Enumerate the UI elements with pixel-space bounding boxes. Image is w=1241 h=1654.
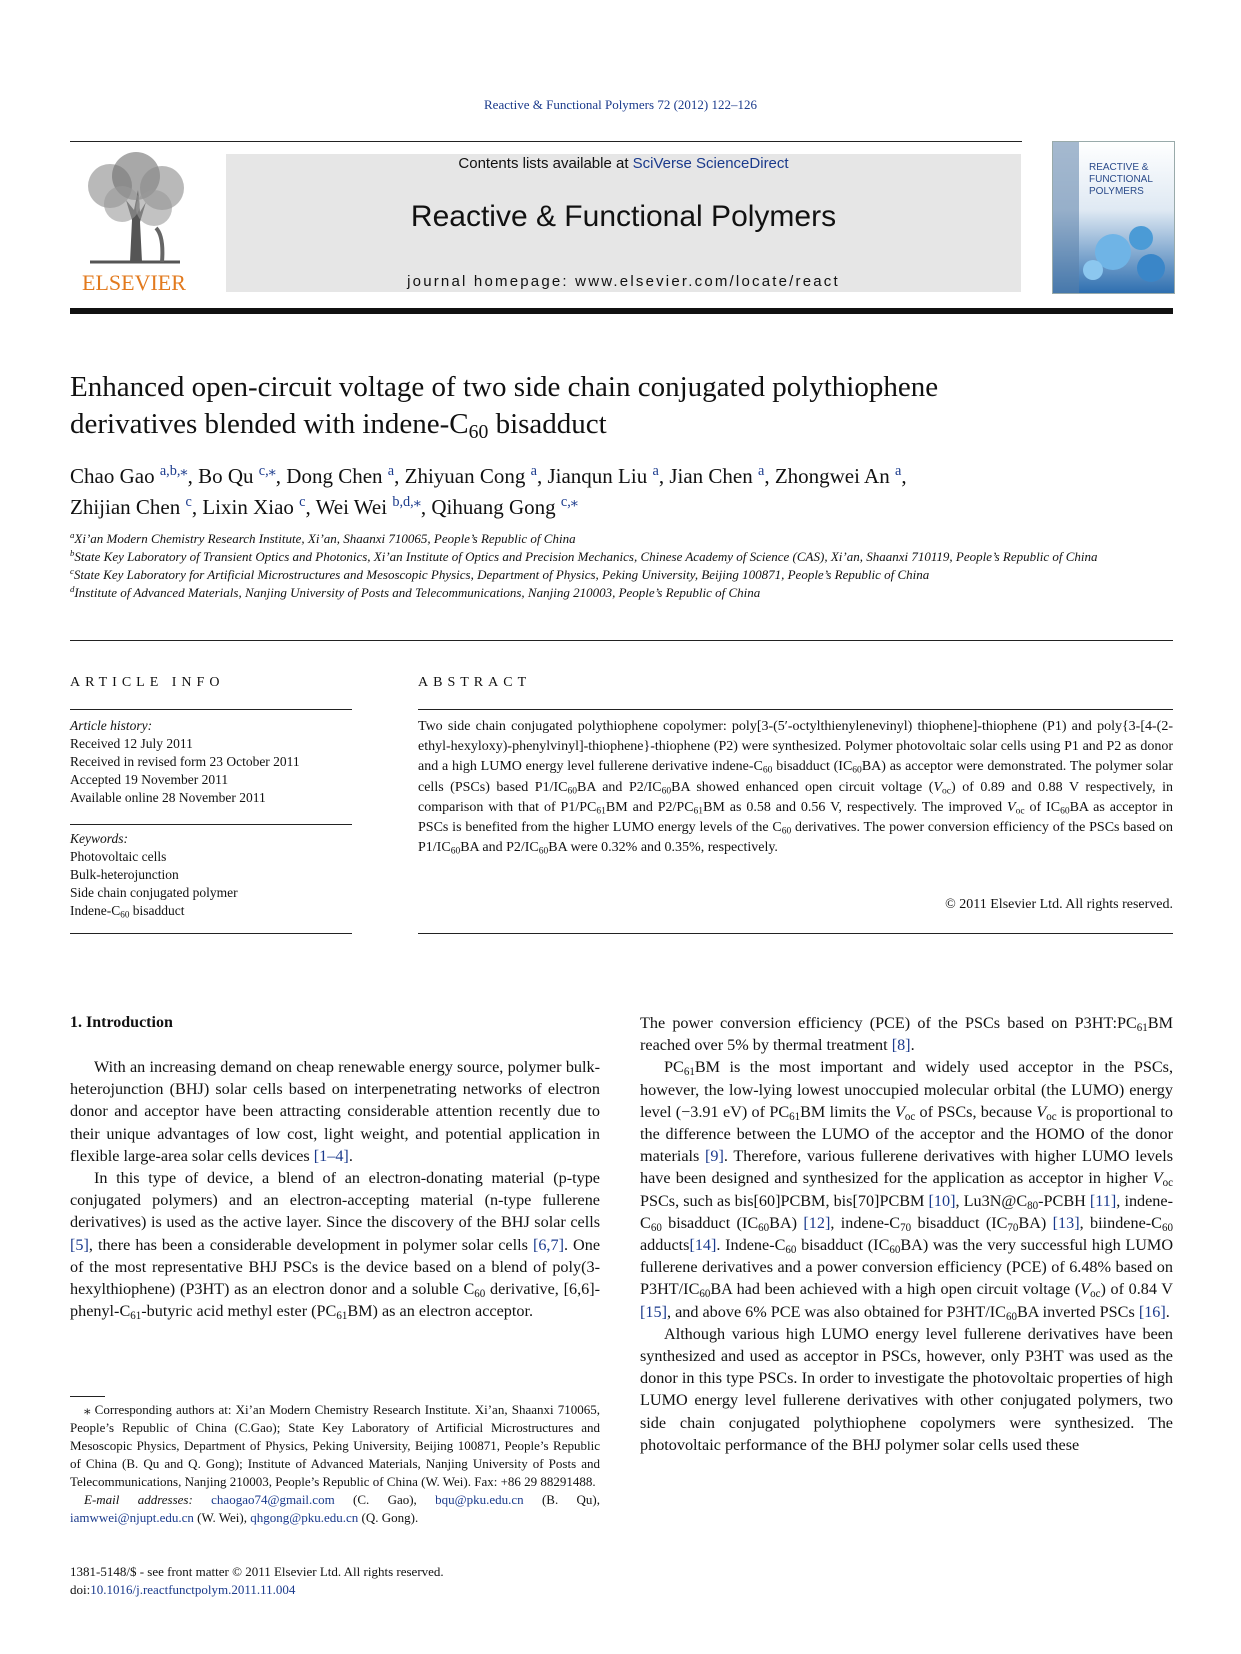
citation-link[interactable]: [11] [1089,1191,1117,1210]
corresponding-author-footnote: ⁎ Corresponding authors at: Xi’an Modern Chemistry Research Institute. Xi’an, Shaanxi 710065, People’s Republic of China (C.Gao); State Key Laboratory of Artificial Microstructures and Mesoscopic Physics, Department of Physics, Peking University, Beijing 100871, People’s Republic of China (B. Qu and Q. Gong); Institute of Advanced Materials, Nanjing University of Posts and Telecommunications, Nanjing 210003, People’s Republic of China (W. Wei). Fax: +86 29 88291488. E-mail addresses: chaogao74@gmail.com (C. Gao), bqu@pku.edu.cn (B. Qu), iamwwei@njupt.edu.cn (W. Wei), qhgong@pku.edu.cn (Q. Gong). [70,1402,601,1525]
affiliation-rule [70,640,1173,641]
keywords: Keywords: Photovoltaic cells Bulk-heterojunction Side chain conjugated polymer Indene-$C_{60}$ bisadduct [70,830,352,920]
article-info-rule [70,709,352,710]
journal-reference[interactable]: Reactive & Functional Polymers 72 (2012) 122–126 [484,97,757,112]
elsevier-tree-icon [70,150,198,296]
affiliation-b: $^b$State Key Laboratory of Transient Optics and Photonics, Xi’an Institute of Optics and Precision Mechanics, Chinese Academy of Science (CAS), Xi’an, Shaanxi 710119, People’s Republic of China [70,548,1098,564]
email-link[interactable]: chaogao74@gmail.com [211,1492,335,1507]
keywords-rule [70,824,352,825]
paper-title: Enhanced open-circuit voltage of two side chain conjugated polythiophene derivatives blended with indene-$C_{60}$ bisadduct [70,371,939,443]
citation-link[interactable]: [16] [1138,1302,1166,1321]
journal-cover [1052,141,1175,294]
author: Dong Chen $^a$, [286,463,405,488]
article-info-heading: ARTICLE INFO [70,675,225,690]
copyright: © 2011 Elsevier Ltd. All rights reserved. [945,897,1173,912]
author: Zhiyuan Cong $^a$, [404,463,548,488]
abstract-bottom-rule [418,933,1173,934]
elsevier-wordmark: ELSEVIER [82,270,186,295]
author: Wei Wei $^{b,d,⁎}$, [315,494,432,519]
keyword: Bulk-heterojunction [70,867,179,882]
footnote-rule [70,1396,105,1397]
affiliation-d: $^d$Institute of Advanced Materials, Nanjing University of Posts and Telecommunications, Nanjing 210003, People’s Republic of China [70,584,761,600]
citation-link[interactable]: [13] [1052,1213,1080,1232]
keyword: Photovoltaic cells [70,849,167,864]
citation-link[interactable]: [10] [928,1191,956,1210]
citation-link[interactable]: [14] [689,1236,717,1255]
issn-doi: 1381-5148/$ - see front matter © 2011 Elsevier Ltd. All rights reserved. doi:10.1016/j.reactfunctpolym.2011.11.004 [70,1564,444,1597]
header-rule [70,141,1022,142]
article-history: Article history: Received 12 July 2011 Received in revised form 23 October 2011 Accepted 19 November 2011 Available online 28 November 2011 [70,718,300,805]
keyword: Indene-$C_{60}$ bisadduct [70,903,185,920]
email-link[interactable]: qhgong@pku.edu.cn [250,1510,359,1525]
introduction-heading: 1. Introduction [70,1014,173,1031]
cover-title: REACTIVE & FUNCTIONAL POLYMERS [1089,162,1153,197]
author: Zhijian Chen $^c$, [70,494,203,519]
author: Zhongwei An $^a$, [774,463,907,488]
abstract-rule [418,709,1173,710]
author: Jianqun Liu $^a$, [547,463,670,488]
author-list [70,461,1173,523]
paragraph: With an increasing demand on cheap renewable energy source, polymer bulk-heterojunction (BHJ) solar cells based on interpenetrating networks of electron donor and acceptor have been attracting considerable attention recently due to their unique advantages of low cost, light weight, and potential application in flexible large-area solar cells devices [1–4]. [70,1058,600,1165]
paragraph: The power conversion efficiency (PCE) of the PSCs based on $P3HT:PC_{61}BM$ reached over 5% by thermal treatment [8]. [640,1014,1173,1055]
author: Chao Gao $^{a,b,⁎}$, [70,463,199,488]
citation-link[interactable]: [1–4] [313,1146,349,1165]
affiliation-a: $^a$Xi’an Modern Chemistry Research Institute, Xi’an, Shaanxi 710065, People’s Republic of China [70,530,576,546]
citation-link[interactable]: [15] [640,1302,667,1321]
body-left-column [70,1056,600,1322]
article-info-bottom-rule [70,933,352,934]
affiliation-c: $^c$State Key Laboratory for Artificial Microstructures and Mesoscopic Physics, Department of Physics, Peking University, Beijing 100871, People’s Republic of China [70,566,930,582]
journal-homepage: journal homepage: www.elsevier.com/locate/react [407,273,840,290]
contents-line: Contents lists available at SciVerse ScienceDirect [458,155,789,172]
paragraph: Although various high LUMO energy level fullerene derivatives have been synthesized and used as acceptor in PSCs, however, only P3HT was used as the donor in this type PSCs. In order to investigate the photovoltaic properties of high LUMO energy level fullerene derivatives with other conjugated polymers, two side chain conjugated polythiophene copolymers were synthesized. The photovoltaic performance of the BHJ polymer solar cells used these [640,1324,1173,1454]
citation-link[interactable]: [12] [803,1213,831,1232]
author: Lixin Xiao $^c$, [202,494,316,519]
affiliations [70,530,1173,602]
elsevier-logo [70,150,198,296]
doi-link[interactable]: 10.1016/j.reactfunctpolym.2011.11.004 [90,1582,296,1597]
email-link[interactable]: bqu@pku.edu.cn [435,1492,524,1507]
journal-title: Reactive & Functional Polymers [410,200,837,233]
citation-link[interactable]: [5] [70,1235,89,1254]
citation-link[interactable]: [8] [891,1036,911,1055]
body-right-column [640,1012,1173,1456]
header-thick-rule [70,308,1173,314]
citation-link[interactable]: [6,7] [532,1235,564,1254]
homepage-link[interactable]: www.elsevier.com/locate/react [575,273,840,290]
abstract-text: Two side chain conjugated polythiophene copolymer: poly[3-(5′-octylthienylenevinyl) thiophene]-thiophene (P1) and poly{3-[4-(2-ethyl-hexyloxy)-phenylvinyl]-thiophene}-thiophene (P2) were synthesized. Polymer photovoltaic solar cells using P1 and P2 as donor and a high LUMO energy level fullerene derivative indene-$C_{60}$ bisadduct $(IC_{60}BA)$ as acceptor were demonstrated. The polymer solar cells (PSCs) based $P1/IC_{60}BA$ and $P2/IC_{60}BA$ showed enhanced open circuit voltage $(V_{oc})$ of 0.89 and 0.88 V respectively, in comparison with that of $P1/PC_{61}BM$ and $P2/PC_{61}BM$ as 0.58 and 0.56 V, respectively. The improved $V_{oc}$ of $IC_{60}BA$ as acceptor in PSCs is benefited from the higher LUMO energy levels of the $C_{60}$ derivatives. The power conversion efficiency of the PSCs based on $P1/IC_{60}BA$ and $P2/IC_{60}BA$ were 0.32% and 0.35%, respectively. [418,719,1173,857]
paragraph: $PC_{61}BM$ is the most important and widely used acceptor in the PSCs, however, the low-lying lowest unoccupied molecular orbital (the LUMO) energy level (−3.91 eV) of $PC_{61}BM$ limits the $V_{oc}$ of PSCs, because $V_{oc}$ is proportional to the difference between the LUMO of the acceptor and the HOMO of the donor materials [9]. Therefore, various fullerene derivatives with higher LUMO levels have been designed and synthesized for the application as acceptor in higher $V_{oc}$ PSCs, such as bis[60]PCBM, bis[70]PCBM [10], $Lu3N@C_{80}$-PCBH [11], indene-$C_{60}$ bisadduct $(IC_{60}BA)$ [12], indene-$C_{70}$ bisadduct $(IC_{70}BA)$ [13], biindene-$C_{60}$ adducts[14]. Indene-$C_{60}$ bisadduct $(IC_{60}BA)$ was the very successful high LUMO fullerene derivatives and a power conversion efficiency (PCE) of 6.48% based on $P3HT/IC_{60}BA$ had been achieved with a high open circuit voltage $(V_{oc})$ of 0.84 V [15], and above 6% PCE was also obtained for $P3HT/IC_{60}BA$ inverted PSCs [16]. [640,1058,1174,1323]
author: Jian Chen $^a$, [669,463,775,488]
paragraph: In this type of device, a blend of an electron-donating material (p-type conjugated polymers) and an electron-accepting material (n-type fullerene derivatives) is used as the active layer. Since the discovery of the BHJ solar cells [5], there has been a considerable development in polymer solar cells [6,7]. One of the most representative BHJ PSCs is the device based on a blend of poly(3-hexylthiophene) (P3HT) as an electron donor and a soluble $C_{60}$ derivative, $[6,6]-phenyl-C_{61}$-butyric acid methyl ester $(PC_{61}BM)$ as an electron acceptor. [70,1169,601,1322]
author: Qihuang Gong $^{c,⁎}$ [431,494,578,519]
sciencedirect-link[interactable]: SciVerse ScienceDirect [632,155,789,172]
email-link[interactable]: iamwwei@njupt.edu.cn [70,1510,194,1525]
author: Bo Qu $^{c,⁎}$, [198,463,287,488]
citation-link[interactable]: [9] [705,1147,724,1166]
keyword: Side chain conjugated polymer [70,885,238,900]
abstract-heading: ABSTRACT [418,675,532,690]
